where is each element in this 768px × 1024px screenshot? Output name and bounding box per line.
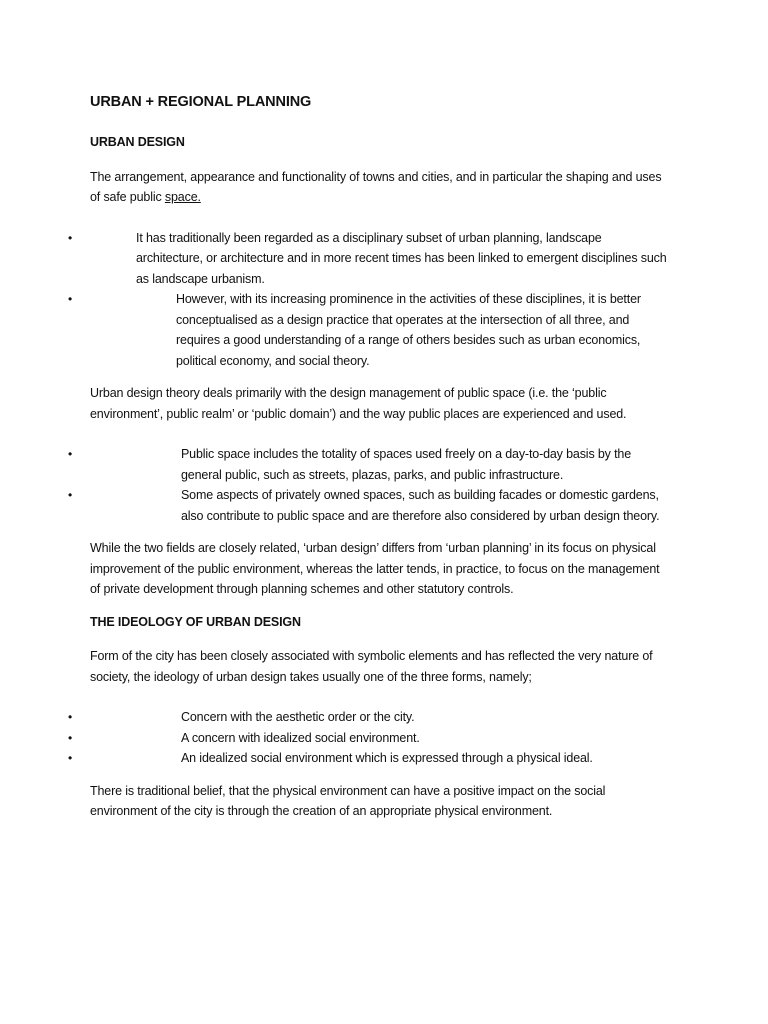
list-item	[68, 228, 670, 290]
list-item-text: Concern with the aesthetic order or the city.	[181, 710, 415, 724]
list-item	[68, 707, 670, 728]
urban-design-theory-paragraph: Urban design theory deals primarily with the design management of public space (i.e. the ‘public environment’, public realm’ or ‘public domain’) and the way public places are experienced and used.	[90, 386, 627, 421]
list-item-text: Public space includes the totality of spaces used freely on a day-to-day basis by the general public, such as streets, plazas, parks, and public infrastructure.	[181, 447, 632, 482]
urban-design-difference-paragraph: While the two fields are closely related, ‘urban design’ differs from ‘urban planning’ in its focus on physical improvement of the public environment, whereas the latter tends, in practice, to focus on the management of private development through planning schemes and other statutory controls.	[90, 541, 660, 596]
ideology-intro-paragraph: Form of the city has been closely associated with symbolic elements and has reflected the very nature of society, the ideology of urban design takes usually one of the three forms, namely;	[90, 649, 653, 684]
space-link[interactable]: space.	[164, 190, 201, 204]
ideology-closing-paragraph: There is traditional belief, that the physical environment can have a positive impact on the social environment of the city is through the creation of an appropriate physical environment.	[90, 783, 606, 818]
list-item-text: A concern with idealized social environment.	[181, 730, 420, 745]
bullet-icon: •	[68, 730, 73, 745]
list-item-text: It has traditionally been regarded as a disciplinary subset of urban planning, landscape architecture, or architecture and in more recent times has been linked to emergent disciplines such as landscape urbanism.	[136, 230, 667, 286]
document-title: URBAN + REGIONAL PLANNING	[90, 94, 312, 110]
urban-design-bullet-list	[68, 228, 670, 372]
theory-bullet-list	[68, 444, 670, 526]
bullet-icon: •	[68, 751, 73, 765]
document-page	[68, 92, 670, 834]
list-item-text: Some aspects of privately owned spaces, such as building facades or domestic gardens, also contribute to public space and are therefore also considered by urban design theory.	[181, 488, 660, 523]
list-item	[68, 728, 670, 749]
ideology-bullet-list	[68, 707, 670, 769]
list-item-nested	[68, 289, 670, 371]
list-item-text: An idealized social environment which is expressed through a physical ideal.	[181, 751, 593, 765]
urban-design-intro-paragraph	[90, 167, 670, 208]
bullet-icon: •	[68, 710, 73, 724]
urban-design-intro-text: The arrangement, appearance and functionality of towns and cities, and in particular the shaping and uses of safe public	[90, 169, 662, 204]
list-item	[68, 485, 670, 526]
list-item	[68, 748, 670, 769]
section-heading-urban-design: URBAN DESIGN	[90, 135, 185, 149]
section-heading-ideology: THE IDEOLOGY OF URBAN DESIGN	[90, 614, 301, 629]
bullet-icon: •	[68, 230, 73, 245]
list-item	[68, 444, 670, 485]
bullet-icon: •	[68, 292, 73, 306]
bullet-icon: •	[68, 447, 73, 461]
list-item-text: However, with its increasing prominence in the activities of these disciplines, it is better conceptualised as a design practice that operates at the intersection of all three, and requires a good understanding of a range of others besides such as urban economics, political economy, and social theory.	[176, 292, 641, 368]
bullet-icon: •	[68, 488, 73, 502]
